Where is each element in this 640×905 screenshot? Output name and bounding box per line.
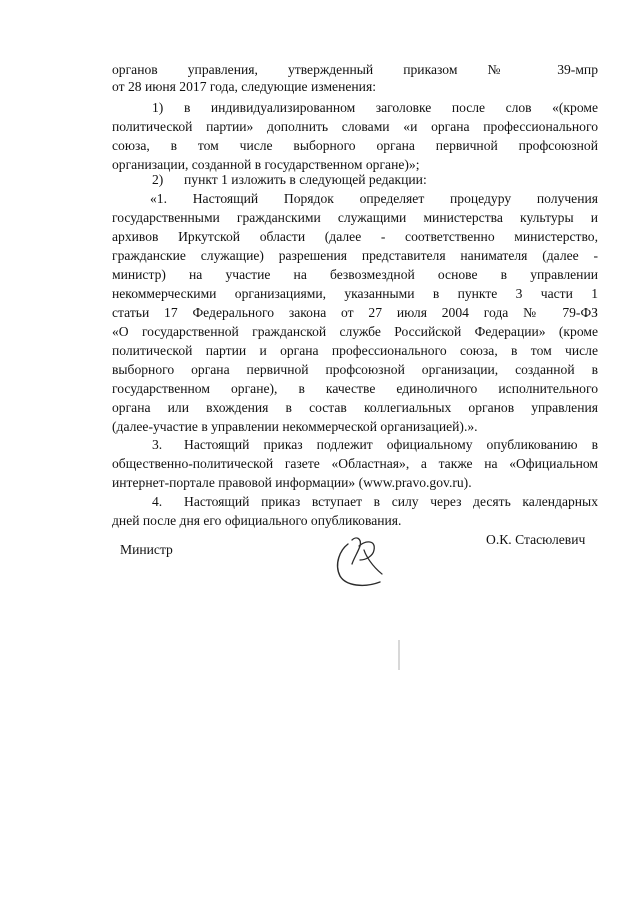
paragraph-line: некоммерческими организациями, указанными в пункте 3 части 1 — [112, 286, 598, 301]
list-item-text: Настоящий приказ подлежит официальному опубликованию в — [184, 437, 598, 452]
paragraph-line: политической партии» дополнить словами «и органа профессионального — [112, 119, 598, 134]
paragraph-line: дней после дня его официального опубликования. — [112, 513, 402, 528]
paragraph-line: союза, в том числе выборного органа первичной профсоюзной — [112, 138, 598, 153]
paragraph-line: «1. Настоящий Порядок определяет процедуру получения — [150, 191, 598, 206]
list-number: 1) — [152, 100, 164, 115]
paragraph-line: архивов Иркутской области (далее - соответственно министерство, — [112, 229, 598, 244]
paragraph-line: статьи 17 Федерального закона от 27 июля 2004 года № 79-ФЗ — [112, 305, 598, 320]
paragraph-line: выборного органа первичной профсоюзной организации, созданной в — [112, 362, 598, 377]
paragraph-line: политической партии и органа профессионального союза, в том числе — [112, 343, 598, 358]
paragraph-line: государственными гражданскими служащими министерства культуры и — [112, 210, 598, 225]
list-number: 4. — [152, 494, 163, 509]
signatory-name: О.К. Стасюлевич — [486, 532, 586, 547]
paragraph-line: гражданские служащие) разрешения представителя нанимателя (далее - — [112, 248, 598, 263]
signatory-title: Министр — [120, 542, 173, 557]
paragraph-line: органа или вхождения в состав коллегиальных органов управления — [112, 400, 598, 415]
list-item-text: Настоящий приказ вступает в силу через десять календарных — [184, 494, 598, 509]
paragraph-line: органов управления, утвержденный приказом № 39-мпр — [112, 62, 598, 77]
paragraph-line: «О государственной гражданской службе Российской Федерации» (кроме — [112, 324, 598, 339]
list-number: 2) — [152, 172, 164, 187]
paragraph-line: организации, созданной в государственном органе)»; — [112, 157, 420, 172]
list-item-text: пункт 1 изложить в следующей редакции: — [184, 172, 427, 187]
paragraph-line: общественно-политической газете «Областная», а также на «Официальном — [112, 456, 598, 471]
paragraph-line: интернет-портале правовой информации» (www.pravo.gov.ru). — [112, 475, 472, 490]
handwritten-signature — [318, 522, 400, 592]
paragraph-line: государственном органе), в качестве единоличного исполнительного — [112, 381, 598, 396]
scan-mark — [398, 640, 400, 670]
paragraph-line: министр) на участие на безвозмездной основе в управлении — [112, 267, 598, 282]
paragraph-line: от 28 июня 2017 года, следующие изменения: — [112, 79, 376, 94]
list-number: 3. — [152, 437, 163, 452]
list-item-text: в индивидуализированном заголовке после слов «(кроме — [184, 100, 598, 115]
paragraph-line: (далее-участие в управлении некоммерческой организацией).». — [112, 419, 478, 434]
